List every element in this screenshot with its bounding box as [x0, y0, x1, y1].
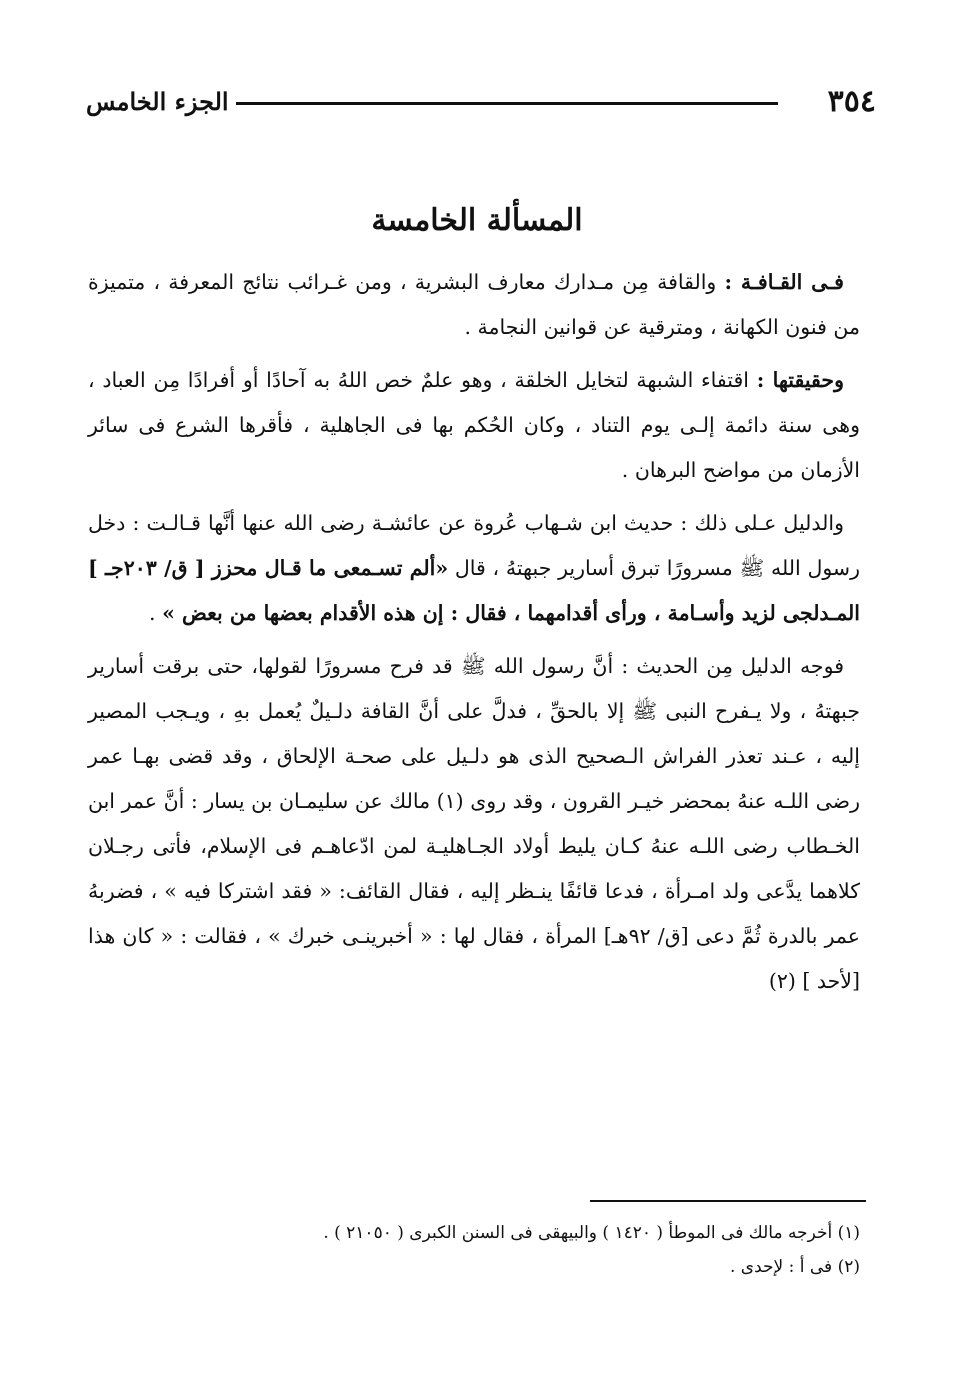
paragraph-lead: وحقيقتها :	[756, 368, 844, 392]
paragraph-text: فوجه الدليل مِن الحديث : أنَّ رسول الله ﷺ قد فرح مسرورًا لقولها، حتى برقت أسارير جبهتهُ ، ولا يـفرح النبى ﷺ إلا بالحقِّ ، فدلَّ على أنَّ القافة دلـيلٌ يُعمل بهِ ، ويـجب المصير إليه ، عـند تعذر الفراش الـصحيح الذى هو دلـيل على صحـة الإلحاق ، وقد قضى بهـا عمر رضى اللـه عنهُ بمحضر خيـر القرون ، وقد روى (١) مالك عن سليمـان بن يسار : أنَّ عمر ابن الخـطاب رضى اللـه عنهُ كـان يليط أولاد الجـاهليـة لمن ادّعاهـم فى الإسلام، فأتى رجـلان كلاهما يدَّعى ولد امـرأة ، فدعا قائفًا ينـظر إليه ، فقال القائف: « فقد اشتركا فيه » ، فضربهُ عمر بالدرة ثُمَّ دعى [ق/ ٩٢هـ] المرأة ، فقال لها : « أخبرينـى خبرك » ، فقالت : « كان هذا [لأحد ] (٢)	[88, 654, 861, 993]
header-divider	[236, 102, 778, 105]
page-header	[86, 82, 876, 122]
page-number: ٣٥٤	[827, 84, 876, 119]
paragraph-lead: فـى القـافـة :	[724, 270, 844, 294]
footnote-divider	[590, 1200, 866, 1202]
paragraph-text: والدليل عـلى ذلك : حديث ابن شـهاب عُروة عن عائشـة رضى الله عنها أنَّها قـالـت : دخل رسول الله ﷺ مسرورًا تبرق أسارير جبهتهُ ، قال	[88, 511, 861, 580]
paragraph-tail: .	[149, 601, 163, 625]
footnote-2: (٢) فى أ : لإحدى .	[729, 1257, 860, 1277]
body-text	[88, 260, 860, 1012]
footnotes	[88, 1216, 860, 1284]
footnote-1: (١) أخرجه مالك فى الموطأ ( ١٤٢٠ ) والبيهقى فى السنن الكبرى ( ٢١٠٥٠ ) .	[323, 1223, 860, 1243]
paragraph-definition	[88, 358, 860, 493]
paragraph-text: اقتفاء الشبهة لتخايل الخلقة ، وهو علمٌ خص اللهُ به آحادًا أو أفرادًا مِن العباد ، وهى سنة دائمة إلـى يوم التناد ، وكان الحُكم بها فى الجاهلية ، فأقرها الشرع فى سائر الأزمان من مواضح البرهان .	[88, 368, 860, 482]
paragraph-text: والقافة مِن مـدارك معارف البشرية ، ومن غـرائب نتائج المعرفة ، متميزة من فنون الكهانة ، ومترقية عن قوانين النجامة .	[88, 270, 860, 339]
paragraph-evidence	[88, 501, 860, 636]
paragraph-argument	[88, 644, 860, 1004]
paragraph-qafa	[88, 260, 860, 350]
hadith-quote: «ألم تسـمعى ما قـال محزز [ ق/ ٢٠٣جـ ] المـدلجى لزيد وأسـامة ، ورأى أقدامهما ، فقال : إن هذه الأقدام بعضها من بعض »	[88, 556, 860, 625]
section-title: المسألة الخامسة	[371, 203, 583, 238]
running-title: الجزء الخامس	[86, 87, 229, 116]
